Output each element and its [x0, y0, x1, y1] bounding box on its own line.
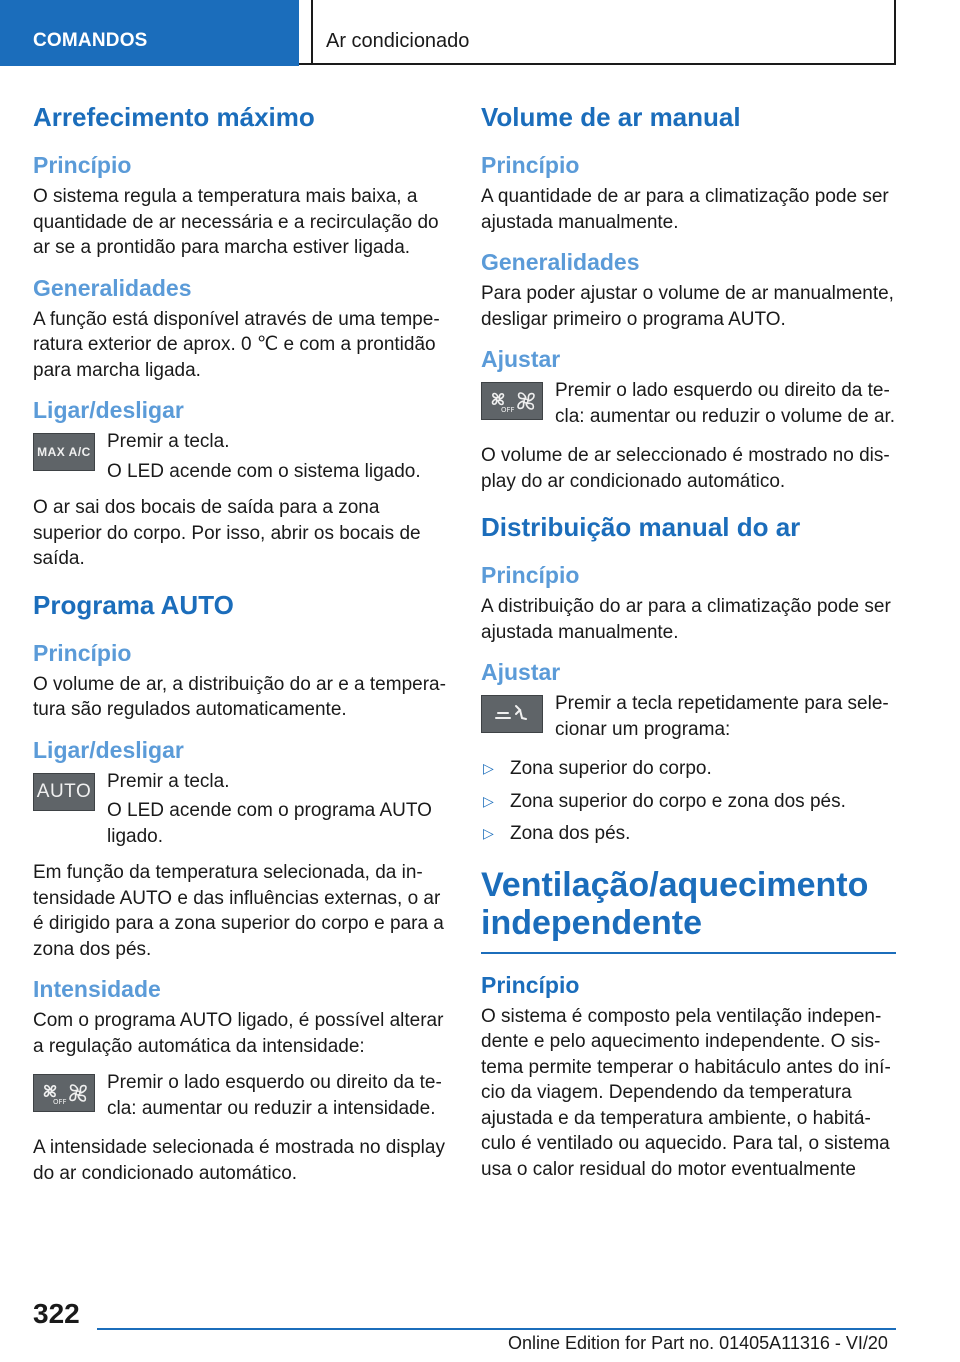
heading-auto-program: Programa AUTO — [33, 589, 234, 620]
paragraph-press-key: Premir a tecla. — [107, 431, 230, 452]
subheading-switch-on-off: Ligar/desligar — [33, 736, 184, 763]
right-column — [481, 100, 896, 1182]
heading-max-cooling: Arrefecimento máximo — [33, 102, 315, 132]
fan-icon — [484, 386, 540, 416]
svg-text:OFF: OFF — [501, 406, 515, 414]
subheading-general: Generalidades — [33, 274, 192, 301]
max-ac-row — [33, 429, 448, 484]
auto-row — [33, 769, 448, 850]
page-number: 322 — [33, 1298, 80, 1329]
distribution-row — [481, 691, 896, 745]
paragraph-led-auto: O LED acende com o programa AUTO ligado. — [107, 800, 432, 847]
heading-manual-air-volume: Volume de ar manual — [481, 102, 741, 132]
subheading-switch-on-off: Ligar/desligar — [33, 397, 184, 423]
subheading-principle: Princípio — [33, 152, 132, 178]
paragraph-intensity: Com o programa AUTO ligado, é possível alterar a regulação automática da intensidade: — [33, 1010, 444, 1057]
footer-edition: Online Edition for Part no. 01405A11316 - VI/20 — [508, 1333, 888, 1353]
header-separator — [311, 0, 313, 65]
subheading-principle: Princípio — [481, 971, 580, 998]
fan-volume-row — [481, 378, 896, 432]
subheading-principle: Princípio — [481, 562, 580, 588]
fan-icon — [36, 1078, 92, 1108]
air-distribution-icon — [492, 702, 532, 726]
subheading-principle: Princípio — [33, 639, 132, 666]
subheading-general: Generalidades — [481, 249, 640, 275]
max-ac-button-icon — [33, 433, 95, 471]
paragraph-press-key: Premir a tecla. — [107, 770, 230, 792]
paragraph-volume-display: O volume de ar seleccionado é mostrado no display do ar condicionado automático. — [481, 445, 890, 492]
header-title: Ar condicionado — [326, 30, 470, 52]
subheading-adjust: Ajustar — [481, 346, 561, 372]
header-right-border — [894, 0, 896, 65]
paragraph-principle: O sistema regula a temperatura mais baixa, a quantidade de ar necessária e a recirculação do ar se a prontidão para marcha estiver ligada. — [33, 186, 439, 258]
list-item: ▷ Zona dos pés. — [481, 821, 896, 847]
fan-intensity-row — [33, 1070, 448, 1124]
triangle-bullet-icon: ▷ — [483, 825, 494, 841]
paragraph-auto-airflow: Em função da temperatura selecionada, da intensidade AUTO e das influências externas, o ar é dirigido para a zona superior do corpo e para a zona dos pés. — [33, 862, 444, 960]
paragraph-general: Para poder ajustar o volume de ar manualmente, desligar primeiro o programa AUTO. — [481, 283, 894, 330]
distribution-list — [481, 756, 896, 847]
paragraph-adjust-intensity: Premir o lado esquerdo ou direito da tecla: aumentar ou reduzir a intensidade. — [107, 1072, 442, 1119]
distribution-button-icon — [481, 695, 543, 733]
left-column — [33, 100, 448, 1186]
header-section-tab — [0, 0, 299, 66]
list-item: ▷ Zona superior do corpo. — [481, 756, 896, 782]
header-rule — [299, 63, 896, 65]
subheading-principle: Princípio — [481, 152, 580, 178]
triangle-bullet-icon: ▷ — [483, 792, 494, 809]
paragraph-principle: O sistema é composto pela ventilação independente e pelo aquecimento independente. O sistema permite temperar o habitáculo antes do início da viagem. Dependendo da temperatura ajustada e da temperatura ambiente, o habitáculo é ventilado ou aquecido. Para tal, o sistema usa o calor residual do motor eventualmente — [481, 1005, 891, 1180]
subheading-adjust: Ajustar — [481, 659, 561, 685]
fan-button-icon — [481, 382, 543, 420]
heading-manual-distribution: Distribuição manual do ar — [481, 512, 801, 542]
paragraph-principle: A distribuição do ar para a climatização pode ser ajustada manualmente. — [481, 596, 891, 643]
fan-button-icon — [33, 1074, 95, 1112]
auto-label: AUTO — [36, 780, 92, 802]
subheading-intensity: Intensidade — [33, 976, 161, 1002]
paragraph-general: A função está disponível através de uma temperatura exterior de aprox. 0 ℃ e com a prontidão para marcha ligada. — [33, 308, 440, 381]
list-item: ▷ Zona superior do corpo e zona dos pés. — [481, 789, 896, 815]
triangle-bullet-icon: ▷ — [483, 760, 494, 776]
header-section-label: COMANDOS — [33, 30, 148, 51]
paragraph-principle: O volume de ar, a distribuição do ar e a temperatura são regulados automaticamente. — [33, 673, 446, 720]
paragraph-principle: A quantidade de ar para a climatização pode ser ajustada manualmente. — [481, 186, 889, 233]
paragraph-air-outlets: O ar sai dos bocais de saída para a zona superior do corpo. Por isso, abrir os bocais de saída. — [33, 497, 421, 569]
auto-button-icon — [33, 773, 95, 811]
paragraph-intensity-display: A intensidade selecionada é mostrada no display do ar condicionado automático. — [33, 1137, 445, 1184]
paragraph-led-on: O LED acende com o sistema ligado. — [107, 460, 421, 482]
heading-independent-ventilation: Ventilação/aquecimento independente — [481, 865, 869, 942]
paragraph-adjust-volume: Premir o lado esquerdo ou direito da tecla: aumentar ou reduzir o volume de ar. — [555, 380, 896, 427]
footer-rule — [97, 1328, 896, 1330]
svg-text:OFF: OFF — [53, 1098, 67, 1106]
max-ac-label: MAX A/C — [37, 445, 91, 459]
paragraph-select-program: Premir a tecla repetidamente para selecionar um programa: — [555, 693, 889, 740]
